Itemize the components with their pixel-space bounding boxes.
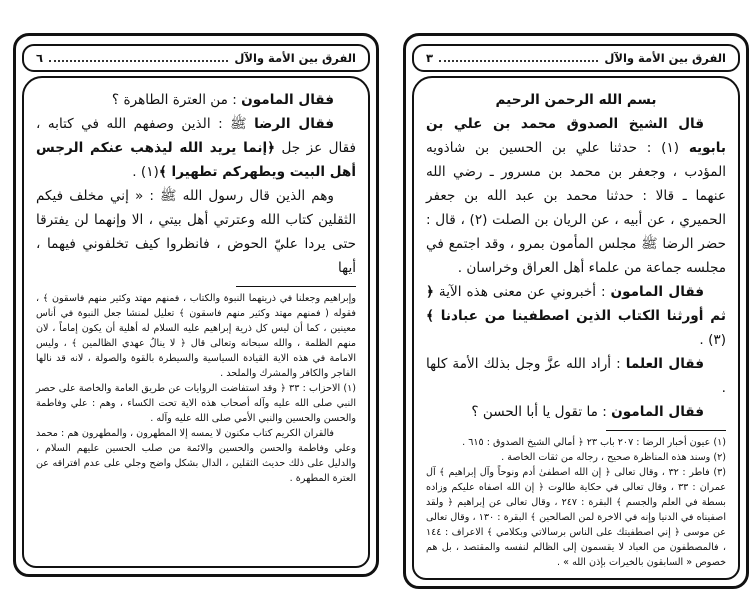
- main-text: [426, 88, 726, 424]
- paragraph: [36, 184, 356, 280]
- right-page: [403, 33, 749, 589]
- left-page: [13, 33, 379, 577]
- main-text: [36, 88, 356, 280]
- paragraph: [36, 88, 356, 112]
- paragraph: [426, 112, 726, 280]
- footnote-rule: [606, 430, 726, 431]
- paragraph: [426, 280, 726, 352]
- speaker: فقال المامون: [611, 404, 704, 420]
- text: : أراد الله عزَّ وجل بذلك الأمة كلها .: [426, 356, 726, 396]
- paragraph: [36, 112, 356, 184]
- quran-quote: ﴿إنما يريد الله ليذهب عنكم الرجس أهل البيت ويطهركم تطهيرا ﴾: [36, 140, 356, 180]
- footnote: فالقران الكريم كتاب مكنون لا يمسه إلا المطهرون ، والمطهرون هم : محمد وعلي وفاطمة والحسن والحسين والائمة من صلب الحسين عليهم السلام ، والدليل على ذلك حديث الثقلين ، الدال بشكل واضح وجلي على عدم افتراقه عن العترة المطهرة .: [36, 428, 356, 484]
- text: وهم الذين قال رسول الله ﷺ : « إني مخلف فيكم الثقلين كتاب الله وعترتي أهل بيتي ، الا وإنهما لن يفترقا حتى يردا عليّ الحوض ، فانظروا كيف تخلفوني فيهما ، أيها: [36, 188, 356, 276]
- book-title: الفرق بين الأمة والآل: [604, 51, 726, 65]
- footnote: (١) الاحزاب : ٣٣ ﴿ وقد استفاضت الروايات عن طريق العامة والخاصة على حصر النبي صلى الله عليه وآله أصحاب هذه الاية تحت الكساء ، وهم : علي وفاطمة والحسن والحسين والنبي الأمي صلى الله عليه وآله .: [36, 383, 356, 424]
- speaker: فقال الرضا: [254, 116, 335, 132]
- speaker: قال الشيخ الصدوق محمد بن علي بن بابويه: [426, 116, 726, 156]
- book-title: الفرق بين الأمة والآل: [234, 51, 356, 65]
- footnote-ref: (٣) .: [699, 332, 726, 348]
- footnotes: [36, 291, 356, 486]
- footnote-ref: (١) .: [132, 164, 159, 180]
- speaker: فقال العلما: [625, 356, 704, 372]
- footnotes: [426, 435, 726, 570]
- quran-quote: ﴿ ثم أورثنا الكتاب الذين اصطفينا من عبادنا ﴾: [426, 284, 726, 324]
- speaker: فقال المامون: [241, 92, 334, 108]
- page-number: ٦: [36, 51, 44, 65]
- running-header: [412, 44, 740, 72]
- leader-dots: [439, 60, 598, 62]
- footnote: (٢) وسند هذه المناظرة صحيح ، رجاله من ثقات الخاصة .: [501, 452, 726, 463]
- leader-dots: [49, 60, 228, 62]
- footnote: وإبراهيم وجعلنا في ذريتهما النبوة والكتاب ، فمنهم مهتد وكثير منهم فاسقون ﴾ ، فقوله ( فمنهم مهتد وكثير منهم فاسقون ﴾ تعليل لمنشا جعل النبوة في أناس معينين ، كما أن ليس كل ذرية إبراهيم عليه السلام له أهلية أن يكون إماماً ، لان منهم الظلمة ، والله سبحانه وتعالى قال ﴿ لا ينالُ عهدي الظالمين ﴾ ، وليس الامامة في هذه الاية القيادة السياسية والسيطرة بالقوة والصولة ، لانه قد نالها الفاجر والكافر والمشرك والملحد .: [36, 293, 356, 379]
- page-body: [22, 76, 370, 568]
- text: ﷺ : الذين وصفهم الله في كتابه ، فقال عز جل: [36, 116, 357, 156]
- text: : ما تقول يا أبا الحسن ؟: [471, 404, 612, 420]
- page-body: [412, 76, 740, 580]
- basmala: بسم الله الرحمن الرحيم: [495, 92, 657, 108]
- footnote: (٣) فاطر : ٣٢ ، وقال تعالى ﴿ إن الله اصطفىٰ أدم ونوحاً وآل إبراهيم ﴾ آل عمران : ٣٣ ، وقال تعالى في حكاية طالوت ﴿ إن الله اصفاه عليكم وزاده بسطة في العلم والجسم ﴾ البقرة : ٢٤٧ ، وقال تعالى عن إبراهيم ﴿ ولقد اصفيناه في الدنيا وإنه في الاخرة لمن الصالحين ﴾ البقرة : ١٣٠ ، وقال تعالى عن موسى ﴿ إني اصطفيتك على الناس برسالاتي وبكلامي ﴾ الاعراف : ١٤٤ ، فالمصطفون من العباد لا يقسمون إلى الظالم لنفسه والمقتصد ، بل هم خصوص « السابقون بالخيرات بإذن الله » .: [426, 467, 727, 568]
- footnote: (١) عيون أخبار الرضا : ٢٠٧ باب ٢٣ ﴿ أمالي الشيخ الصدوق : ٦١٥ .: [462, 437, 726, 448]
- speaker: فقال المامون: [610, 284, 704, 300]
- page-number: ٣: [426, 51, 434, 65]
- text: : من العترة الطاهرة ؟: [111, 92, 242, 108]
- text: : أخبروني عن معنى هذه الآية: [433, 284, 611, 300]
- text: (١) : حدثنا علي بن الحسين بن شاذويه المؤدب ، وجعفر بن محمد بن مسرور ـ رضي الله عنهما ـ قالا : حدثنا محمد بن عبد الله بن جعفر الحميري ، عن أبيه ، عن الريان بن الصلت (٢) ، قال : حضر الرضا ﷺ مجلس المأمون بمرو ، وقد اجتمع في مجلسه جماعة من علماء أهل العراق وخراسان .: [426, 140, 726, 276]
- footnote-rule: [236, 286, 356, 287]
- paragraph: [426, 400, 726, 424]
- running-header: [22, 44, 370, 72]
- paragraph: [426, 352, 726, 400]
